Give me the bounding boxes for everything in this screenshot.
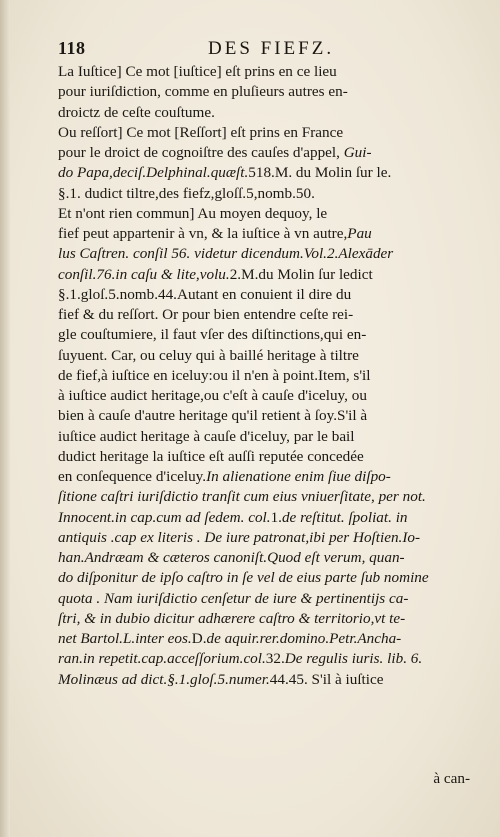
text-line	[58, 204, 470, 224]
text-run: §.1.gloſ.5.nomb.44.Autant en conuient il dire du	[58, 285, 352, 303]
text-line	[58, 629, 470, 649]
text-line	[58, 447, 470, 467]
text-line	[58, 285, 470, 305]
text-run: 518.M. du Molin ſur le.	[248, 164, 392, 182]
text-line	[58, 548, 470, 568]
text-run: bien à cauſe d'autre heritage qu'il retient à ſoy.S'il à	[58, 407, 368, 425]
italic-citation: lus Caſtren. conſil 56. videtur dicendum.Vol.2.Alexāder	[58, 245, 394, 263]
text-line	[58, 325, 470, 345]
text-line	[58, 123, 470, 143]
text-line	[58, 244, 470, 264]
italic-citation: quota . Nam iuriſdictio cenſetur de iure & pertinentijs ca-	[58, 589, 409, 607]
text-line	[58, 143, 470, 163]
text-run: droictz de ceſte couſtume.	[58, 103, 215, 121]
text-line	[58, 62, 470, 82]
text-run: 1.	[270, 508, 282, 526]
text-run: à iuſtice audict heritage,ou c'eſt à cauſe d'iceluy, ou	[58, 387, 367, 404]
text-run: en conſequence d'iceluy.	[58, 468, 207, 485]
text-run: iuſtice audict heritage à cauſe d'iceluy, par le bail	[58, 427, 355, 445]
text-run: 32.	[265, 650, 285, 668]
body-text	[58, 62, 470, 690]
text-line	[58, 103, 470, 123]
italic-citation: antiquis .cap ex literis . De iure patronat,ibi per Hoſtien.Io-	[58, 528, 421, 546]
text-line	[58, 467, 470, 487]
text-run: La Iuſtice] Ce mot [iuſtice] eſt prins en ce lieu	[58, 63, 337, 80]
text-run: Ou reſſort] Ce mot [Reſſort] eſt prins en France	[58, 123, 344, 141]
page-number: 118	[58, 38, 86, 58]
italic-citation: Innocent.in cap.cum ad ſedem. col.	[58, 508, 271, 526]
italic-citation: de aquir.rer.domino.Petr.Ancha-	[206, 630, 402, 647]
italic-citation: Pau	[347, 225, 372, 242]
italic-citation: ſtri, & in dubio dicitur adhærere caſtro & territorio,vt te-	[58, 609, 406, 627]
italic-citation: ſitione caſtri iuriſdictio tranſit cum eius vniuerſitate, per not.	[58, 488, 426, 506]
page-gutter-shadow	[0, 0, 10, 837]
italic-citation: conſil.76.in caſu & lite,volu.	[58, 265, 230, 283]
text-line	[58, 609, 470, 629]
italic-citation: do diſponitur de ipſo caſtro in ſe vel de eius parte ſub nomine	[58, 569, 429, 587]
text-line	[58, 305, 470, 325]
text-line	[58, 163, 470, 183]
italic-citation: Gui-	[343, 144, 372, 161]
italic-citation: de reſtitut. ſpoliat. in	[281, 508, 408, 526]
text-line	[58, 589, 470, 609]
text-line	[58, 406, 470, 426]
italic-citation: net Bartol.L.inter eos.	[58, 630, 192, 647]
text-line	[58, 82, 470, 102]
text-line	[58, 568, 470, 588]
text-line	[58, 366, 470, 386]
text-line	[58, 670, 470, 690]
text-run: fief & du reſſort. Or pour bien entendre ceſte rei-	[58, 306, 354, 323]
text-line	[58, 265, 470, 285]
italic-citation: In alienatione enim ſiue diſpo-	[206, 468, 391, 485]
text-run: dudict heritage la iuſtice eſt auſſi reputée concedée	[58, 447, 364, 465]
text-run: 2.M.du Molin ſur ledict	[229, 265, 373, 283]
running-title: DES FIEFZ.	[208, 38, 335, 59]
text-run: §.1. dudict tiltre,des fiefz,gloſſ.5,nomb.50.	[58, 184, 315, 202]
italic-citation: ran.in repetit.cap.acceſſorium.col.	[58, 650, 266, 668]
text-line	[58, 508, 470, 528]
text-run: de fief,à iuſtice en iceluy:ou il n'en à point.Item, s'il	[58, 366, 371, 384]
text-line	[58, 386, 470, 406]
text-line	[58, 528, 470, 548]
italic-citation: Molinæus ad dict.§.1.gloſ.5.numer.	[58, 670, 270, 688]
text-run: gle couſtumiere, il faut vſer des diſtinctions,qui en-	[58, 326, 367, 344]
text-line	[58, 487, 470, 507]
text-run: fief peut appartenir à vn, & la iuſtice à vn autre,	[58, 225, 348, 242]
text-run: Et n'ont rien commun] Au moyen dequoy, le	[58, 204, 328, 222]
text-run: ſuyuent. Car, ou celuy qui à baillé heritage à tiltre	[58, 346, 359, 364]
text-run: 44.45. S'il à iuſtice	[269, 670, 384, 688]
italic-citation: do Papa,deciſ.Delphinal.quæſt.	[58, 164, 249, 182]
text-line	[58, 184, 470, 204]
text-run: pour le droict de cognoiſtre des cauſes d'appel,	[58, 144, 344, 161]
text-line	[58, 649, 470, 669]
catchword: à can-	[433, 770, 470, 787]
text-line	[58, 427, 470, 447]
page-header	[58, 38, 448, 64]
text-line	[58, 224, 470, 244]
italic-citation: han.Andræam & cæteros canoniſt.Quod eſt verum, quan-	[58, 549, 405, 566]
text-line	[58, 346, 470, 366]
text-run: D.	[191, 630, 207, 647]
text-run: pour iuriſdiction, comme en pluſieurs autres en-	[58, 83, 348, 101]
italic-citation: De regulis iuris. lib. 6.	[284, 650, 423, 668]
